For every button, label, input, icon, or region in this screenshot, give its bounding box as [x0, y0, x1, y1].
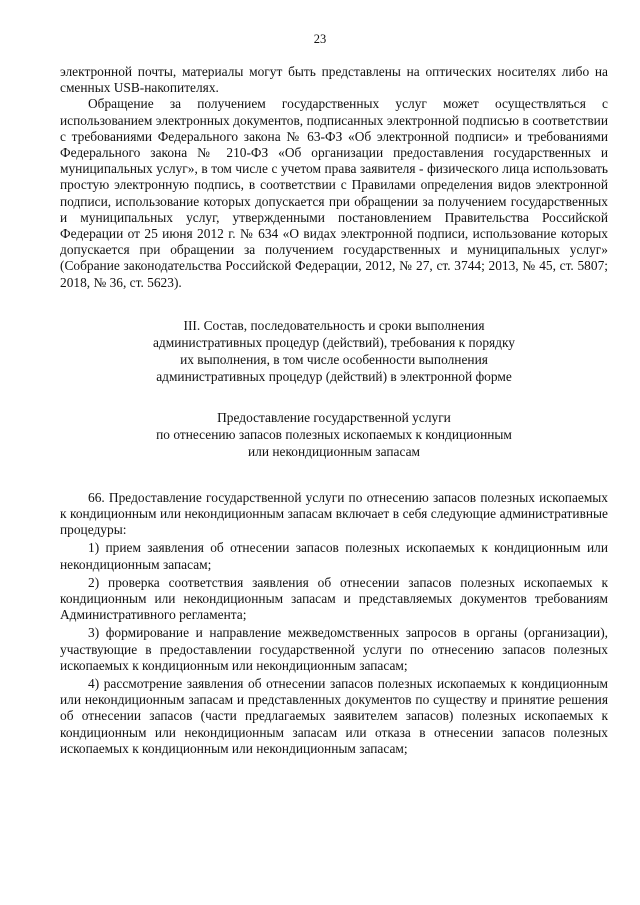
sub-heading-line: Предоставление государственной услуги — [217, 409, 451, 425]
page-number: 23 — [313, 32, 327, 46]
section-heading-line: их выполнения, в том числе особенности выполнения — [180, 351, 488, 367]
section-heading — [60, 317, 608, 385]
procedure-step-3: 3) формирование и направление межведомственных запросов в органы (организации), участвующие в предоставлении государственной услуги по отнесению запасов полезных ископаемых к кондиционным или некондиционным запасам; — [60, 625, 608, 673]
sub-heading — [60, 409, 608, 460]
procedure-step-1: 1) прием заявления об отнесении запасов полезных ископаемых к кондиционным или некондиционным запасам; — [60, 540, 608, 572]
procedure-list — [60, 490, 608, 757]
procedure-step-2: 2) проверка соответствия заявления об отнесении запасов полезных ископаемых к кондиционным или некондиционным запасам и представляемых документов требованиям Административного регламента; — [60, 574, 608, 623]
continuation-paragraph: электронной почты, материалы могут быть представлены на оптических носителях либо на сменных USB-накопителях. — [60, 64, 608, 96]
document-body — [60, 64, 608, 759]
procedure-step-4: 4) рассмотрение заявления об отнесении запасов полезных ископаемых к кондиционным или некондиционным запасам и представленных документов по существу и принятие решения об отнесении запасов (части предлагаемых заявителем запасов) полезных ископаемых к кондиционным или некондиционным запасам или отказа в отнесении запасов полезных ископаемых к кондиционным или некондиционным запасам; — [60, 676, 608, 756]
section-heading-line: административных процедур (действий), требования к порядку — [152, 334, 516, 350]
sub-heading-line: или некондиционным запасам — [247, 443, 420, 459]
item-66-paragraph: 66. Предоставление государственной услуги по отнесению запасов полезных ископаемых к кондиционным или некондиционным запасам включает в себя следующие административные процедуры: — [60, 489, 608, 538]
sub-heading-line: по отнесению запасов полезных ископаемых к кондиционным — [156, 426, 512, 442]
section-heading-line: III. Состав, последовательность и сроки выполнения — [183, 317, 485, 333]
section-heading-line: административных процедур (действий) в электронной форме — [156, 368, 512, 384]
electronic-signature-paragraph: Обращение за получением государственных услуг может осуществляться с использованием электронных документов, подписанных электронной подписью в соответствии с требованиями Федерального закона № 63-ФЗ «Об электронной подписи» и требованиями Федерального закона № 210-ФЗ «Об организации предоставления государственных и муниципальных услуг», в том числе с учетом права заявителя - физического лица использовать простую электронную подпись, в соответствии с Правилами определения видов электронной подписи, использование которых допускается при обращении за получением государственных и муниципальных услуг, утвержденными постановлением Правительства Российской Федерации от 25 июня 2012 г. № 634 «О видах электронной подписи, использование которых допускается при обращении за получением государственных и муниципальных услуг» (Собрание законодательства Российской Федерации, 2012, № 27, ст. 3744; 2013, № 45, ст. 5807; 2018, № 36, ст. 5623). — [60, 96, 608, 290]
